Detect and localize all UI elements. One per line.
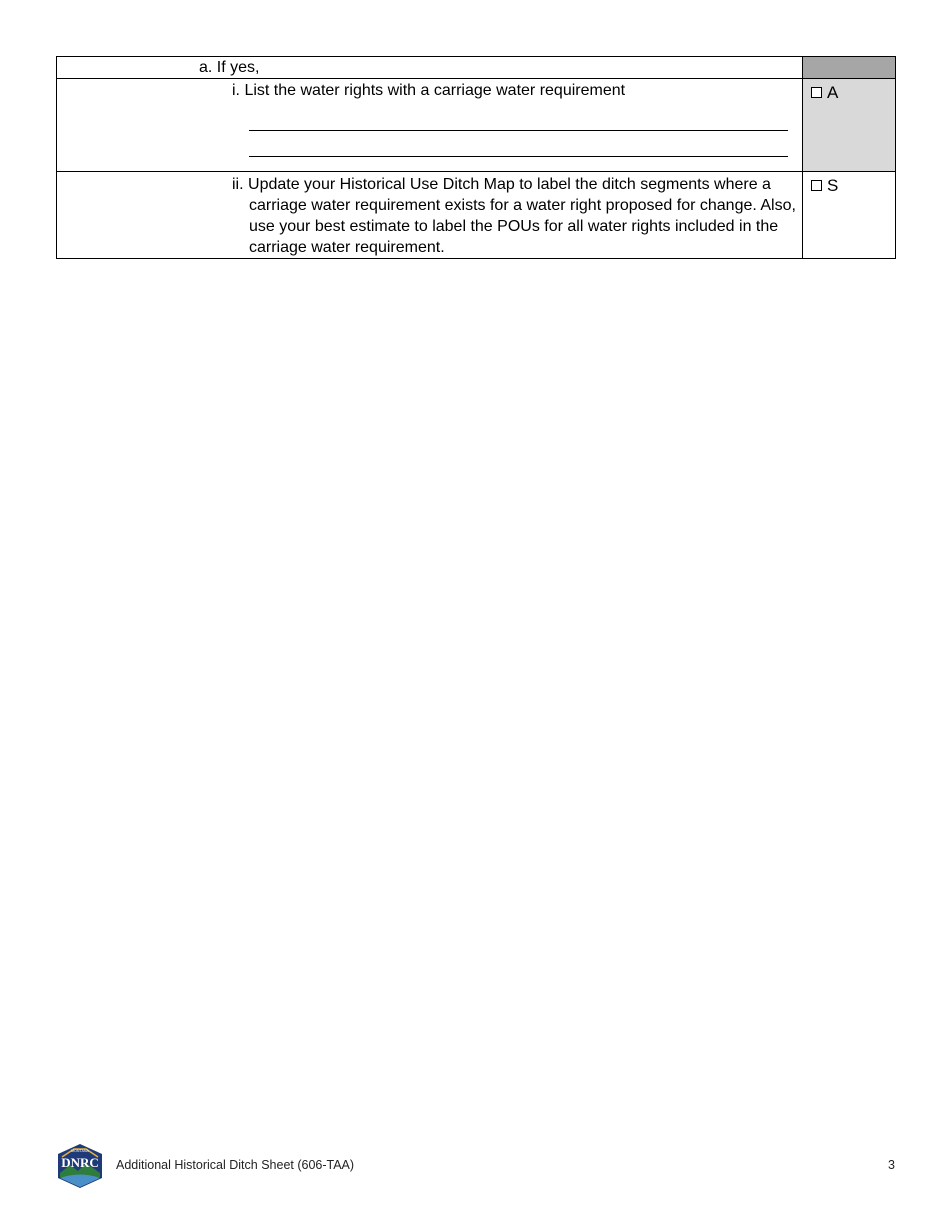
- footer-title: Additional Historical Ditch Sheet (606-TAA): [116, 1158, 355, 1172]
- heading-text: a. If yes,: [199, 59, 260, 76]
- page-number: 3: [888, 1158, 895, 1172]
- item-i-text: List the water rights with a carriage water requirement: [244, 82, 626, 99]
- item-i-row: [57, 79, 896, 172]
- checkbox-a-label: A: [827, 83, 839, 102]
- heading-side-cell: [803, 57, 896, 79]
- form-table: [56, 56, 896, 259]
- checkbox-s-label: S: [827, 176, 839, 195]
- item-i-cell: [57, 79, 803, 172]
- item-i-label: [57, 79, 802, 101]
- item-ii-row: [57, 172, 896, 259]
- logo-text: DNRC: [61, 1155, 99, 1170]
- item-i-number: i.: [232, 82, 240, 99]
- item-i-check-cell: [803, 79, 896, 172]
- item-ii-label: [57, 172, 802, 258]
- form-heading-row: [57, 57, 896, 79]
- heading-cell: [57, 57, 803, 79]
- item-ii-number: ii.: [232, 176, 244, 193]
- item-ii-check-cell: [803, 172, 896, 259]
- checkbox-box-icon[interactable]: [811, 87, 822, 98]
- dnrc-logo-icon: [56, 1143, 104, 1189]
- page-footer: [56, 1143, 895, 1189]
- item-ii-cell: [57, 172, 803, 259]
- checkbox-a[interactable]: [811, 82, 838, 103]
- item-ii-text: Update your Historical Use Ditch Map to label the ditch segments where a carriage water requirement exists for a water right proposed for change. Also, use your best estimate to label the POUs for all water rights included in the carriage water requirement.: [248, 176, 796, 256]
- checkbox-box-icon[interactable]: [811, 180, 822, 191]
- water-rights-line-1[interactable]: [249, 101, 788, 131]
- logo-top-text: MONTANA: [71, 1149, 89, 1153]
- water-rights-line-2[interactable]: [249, 131, 788, 157]
- checkbox-s[interactable]: [811, 175, 838, 196]
